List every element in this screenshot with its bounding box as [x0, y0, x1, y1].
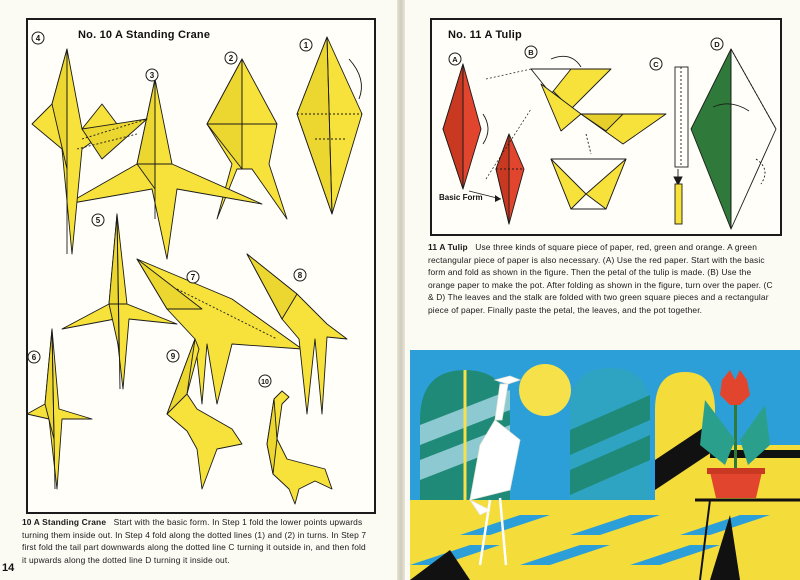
step-label-2: 2: [228, 54, 234, 63]
step-label-9: 9: [170, 352, 176, 361]
tulip-step-d: [691, 49, 776, 229]
book-gutter: [397, 0, 405, 580]
tulip-label-a: A: [452, 55, 458, 64]
crane-step-4: [32, 49, 147, 254]
tulip-caption-heading: 11 A Tulip: [428, 242, 468, 252]
step-label-8: 8: [297, 271, 303, 280]
step-label-6: 6: [31, 353, 37, 362]
tulip-label-c: C: [653, 60, 659, 69]
step-label-7: 7: [190, 273, 196, 282]
tulip-label-b: B: [528, 48, 534, 57]
step-label-5: 5: [95, 216, 101, 225]
left-page-title: No. 10 A Standing Crane: [78, 29, 211, 41]
right-page-title: No. 11 A Tulip: [448, 29, 522, 41]
tree-arch-middle: [570, 368, 650, 500]
step-label-10: 10: [261, 379, 269, 386]
basic-form-label: Basic Form: [439, 193, 483, 202]
crane-caption-body: Start with the basic form. In Step 1 fold the lower points upwards turning them inside out. In Step 4 fold along the dotted lines (1) and (2) in turns. In Step 7 first fold the tail part downwards along the dotted line C turning it outside in, and then fold it upwards along the dotted line D turning it inside out.: [22, 517, 367, 565]
step-label-3: 3: [149, 71, 155, 80]
crane-step-5: [62, 214, 177, 389]
tulip-caption-body: Use three kinds of square piece of paper, red, green and orange. A green rectangular piece of paper is also necessary. (A) Use the red paper. Start with the basic form and fold as shown in the figure. Then the petal of the tulip is made. (B) Use the orange paper to make the pot. After folding as shown in the figure, turn over the paper. (C & D) The leaves and the stalk are folded with two green square pieces and a rectangular piece of paper. Finally paste the petal, the leaves, and the pot together.: [428, 242, 773, 315]
tulip-label-d: D: [714, 40, 720, 49]
crane-caption-heading: 10 A Standing Crane: [22, 517, 107, 527]
tulip-caption: [428, 241, 780, 317]
step-label-4: 4: [35, 34, 41, 43]
crane-caption: [22, 516, 372, 566]
crane-illustrations: [27, 19, 373, 511]
tulip-step-c: [674, 67, 688, 224]
tulip-diagrams: [431, 19, 779, 233]
heron-tulip-illustration: [410, 350, 800, 580]
crane-step-1: [297, 37, 362, 214]
page-number: 14: [2, 562, 15, 574]
tulip-step-b: [531, 56, 666, 209]
step-label-1: 1: [303, 41, 309, 50]
